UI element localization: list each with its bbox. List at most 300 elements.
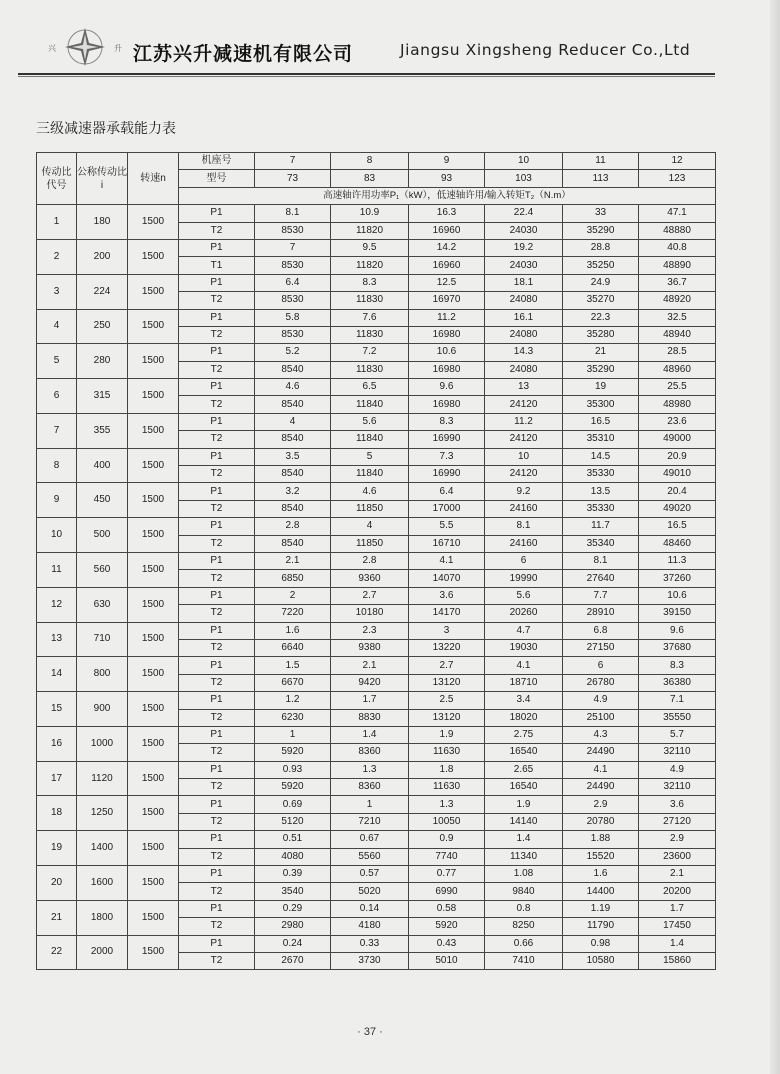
header-model-cell: 83 bbox=[331, 170, 409, 187]
value-cell: 11850 bbox=[331, 535, 409, 552]
speed-cell: 1500 bbox=[128, 622, 179, 657]
value-cell: 6640 bbox=[255, 639, 331, 656]
logo-char-left: 兴 bbox=[48, 44, 56, 53]
header-base-cell: 10 bbox=[485, 153, 563, 170]
value-cell: 14400 bbox=[563, 883, 639, 900]
value-cell: 24120 bbox=[485, 396, 563, 413]
param-label-cell: P1 bbox=[179, 239, 255, 256]
value-cell: 35290 bbox=[563, 361, 639, 378]
value-cell: 5.8 bbox=[255, 309, 331, 326]
table-row bbox=[37, 831, 716, 848]
value-cell: 16710 bbox=[409, 535, 485, 552]
value-cell: 5.7 bbox=[639, 726, 716, 743]
speed-cell: 1500 bbox=[128, 935, 179, 970]
value-cell: 8540 bbox=[255, 431, 331, 448]
value-cell: 2.7 bbox=[409, 657, 485, 674]
param-label-cell: T2 bbox=[179, 883, 255, 900]
param-label-cell: P1 bbox=[179, 483, 255, 500]
param-label-cell: T2 bbox=[179, 500, 255, 517]
value-cell: 49000 bbox=[639, 431, 716, 448]
param-label-cell: P1 bbox=[179, 761, 255, 778]
company-logo bbox=[40, 26, 130, 68]
value-cell: 15860 bbox=[639, 952, 716, 969]
value-cell: 0.33 bbox=[331, 935, 409, 952]
value-cell: 4.9 bbox=[639, 761, 716, 778]
value-cell: 10180 bbox=[331, 605, 409, 622]
value-cell: 3.2 bbox=[255, 483, 331, 500]
speed-cell: 1500 bbox=[128, 413, 179, 448]
value-cell: 19030 bbox=[485, 639, 563, 656]
value-cell: 16.5 bbox=[563, 413, 639, 430]
value-cell: 2.8 bbox=[255, 518, 331, 535]
speed-cell: 1500 bbox=[128, 239, 179, 274]
value-cell: 48980 bbox=[639, 396, 716, 413]
speed-cell: 1500 bbox=[128, 866, 179, 901]
value-cell: 49010 bbox=[639, 466, 716, 483]
value-cell: 7.6 bbox=[331, 309, 409, 326]
nominal-ratio-cell: 710 bbox=[77, 622, 128, 657]
table-row bbox=[37, 274, 716, 291]
value-cell: 6990 bbox=[409, 883, 485, 900]
table-row bbox=[37, 622, 716, 639]
value-cell: 28.5 bbox=[639, 344, 716, 361]
value-cell: 6.5 bbox=[331, 379, 409, 396]
speed-cell: 1500 bbox=[128, 552, 179, 587]
value-cell: 2.3 bbox=[331, 622, 409, 639]
ratio-code-cell: 7 bbox=[37, 413, 77, 448]
value-cell: 2.8 bbox=[331, 552, 409, 569]
value-cell: 9.5 bbox=[331, 239, 409, 256]
ratio-code-cell: 18 bbox=[37, 796, 77, 831]
param-label-cell: P1 bbox=[179, 274, 255, 291]
ratio-code-cell: 4 bbox=[37, 309, 77, 344]
param-label-cell: T2 bbox=[179, 570, 255, 587]
value-cell: 8530 bbox=[255, 292, 331, 309]
value-cell: 4180 bbox=[331, 918, 409, 935]
value-cell: 6230 bbox=[255, 709, 331, 726]
ratio-code-cell: 19 bbox=[37, 831, 77, 866]
value-cell: 5.2 bbox=[255, 344, 331, 361]
value-cell: 17000 bbox=[409, 500, 485, 517]
value-cell: 8540 bbox=[255, 500, 331, 517]
nominal-ratio-cell: 1000 bbox=[77, 726, 128, 761]
table-row bbox=[37, 935, 716, 952]
table-row bbox=[37, 900, 716, 917]
value-cell: 3540 bbox=[255, 883, 331, 900]
value-cell: 27640 bbox=[563, 570, 639, 587]
speed-cell: 1500 bbox=[128, 483, 179, 518]
value-cell: 33 bbox=[563, 205, 639, 222]
nominal-ratio-cell: 1600 bbox=[77, 866, 128, 901]
header-base-cell: 8 bbox=[331, 153, 409, 170]
table-row bbox=[37, 587, 716, 604]
value-cell: 8.3 bbox=[409, 413, 485, 430]
ratio-code-cell: 14 bbox=[37, 657, 77, 692]
value-cell: 9.6 bbox=[639, 622, 716, 639]
speed-cell: 1500 bbox=[128, 205, 179, 240]
value-cell: 48940 bbox=[639, 326, 716, 343]
value-cell: 0.77 bbox=[409, 866, 485, 883]
speed-cell: 1500 bbox=[128, 309, 179, 344]
value-cell: 7.7 bbox=[563, 587, 639, 604]
value-cell: 9.6 bbox=[409, 379, 485, 396]
header-ratio-code: 传动比代号 bbox=[37, 153, 77, 205]
value-cell: 27150 bbox=[563, 639, 639, 656]
param-label-cell: T2 bbox=[179, 535, 255, 552]
value-cell: 6 bbox=[563, 657, 639, 674]
value-cell: 20.4 bbox=[639, 483, 716, 500]
param-label-cell: T2 bbox=[179, 292, 255, 309]
value-cell: 36.7 bbox=[639, 274, 716, 291]
value-cell: 6.8 bbox=[563, 622, 639, 639]
param-label-cell: T2 bbox=[179, 396, 255, 413]
value-cell: 16980 bbox=[409, 361, 485, 378]
value-cell: 0.69 bbox=[255, 796, 331, 813]
value-cell: 24080 bbox=[485, 292, 563, 309]
param-label-cell: P1 bbox=[179, 900, 255, 917]
header-divider bbox=[18, 73, 715, 75]
header-row-base bbox=[37, 153, 716, 170]
value-cell: 2.5 bbox=[409, 692, 485, 709]
value-cell: 35330 bbox=[563, 466, 639, 483]
header-speed: 转速n bbox=[128, 153, 179, 205]
speed-cell: 1500 bbox=[128, 379, 179, 414]
value-cell: 8540 bbox=[255, 361, 331, 378]
value-cell: 11.7 bbox=[563, 518, 639, 535]
value-cell: 1.9 bbox=[409, 726, 485, 743]
value-cell: 16980 bbox=[409, 396, 485, 413]
ratio-code-cell: 6 bbox=[37, 379, 77, 414]
value-cell: 5.6 bbox=[485, 587, 563, 604]
company-name-chinese: 江苏兴升减速机有限公司 bbox=[133, 43, 354, 65]
nominal-ratio-cell: 900 bbox=[77, 692, 128, 727]
value-cell: 7410 bbox=[485, 952, 563, 969]
value-cell: 4.1 bbox=[485, 657, 563, 674]
value-cell: 0.29 bbox=[255, 900, 331, 917]
value-cell: 0.9 bbox=[409, 831, 485, 848]
value-cell: 1.08 bbox=[485, 866, 563, 883]
ratio-code-cell: 15 bbox=[37, 692, 77, 727]
value-cell: 0.8 bbox=[485, 900, 563, 917]
nominal-ratio-cell: 800 bbox=[77, 657, 128, 692]
value-cell: 6.4 bbox=[255, 274, 331, 291]
value-cell: 0.57 bbox=[331, 866, 409, 883]
value-cell: 11840 bbox=[331, 431, 409, 448]
param-label-cell: T2 bbox=[179, 813, 255, 830]
value-cell: 25100 bbox=[563, 709, 639, 726]
value-cell: 8250 bbox=[485, 918, 563, 935]
value-cell: 4.3 bbox=[563, 726, 639, 743]
value-cell: 32.5 bbox=[639, 309, 716, 326]
value-cell: 2.75 bbox=[485, 726, 563, 743]
value-cell: 1.19 bbox=[563, 900, 639, 917]
speed-cell: 1500 bbox=[128, 900, 179, 935]
value-cell: 6 bbox=[485, 552, 563, 569]
value-cell: 6670 bbox=[255, 674, 331, 691]
value-cell: 5010 bbox=[409, 952, 485, 969]
value-cell: 14.5 bbox=[563, 448, 639, 465]
ratio-code-cell: 9 bbox=[37, 483, 77, 518]
ratio-code-cell: 13 bbox=[37, 622, 77, 657]
value-cell: 8530 bbox=[255, 257, 331, 274]
param-label-cell: T2 bbox=[179, 361, 255, 378]
speed-cell: 1500 bbox=[128, 274, 179, 309]
nominal-ratio-cell: 450 bbox=[77, 483, 128, 518]
value-cell: 9840 bbox=[485, 883, 563, 900]
value-cell: 9420 bbox=[331, 674, 409, 691]
value-cell: 3 bbox=[409, 622, 485, 639]
company-name-english: Jiangsu Xingsheng Reducer Co.,Ltd bbox=[400, 41, 691, 59]
value-cell: 18.1 bbox=[485, 274, 563, 291]
value-cell: 9.2 bbox=[485, 483, 563, 500]
speed-cell: 1500 bbox=[128, 761, 179, 796]
value-cell: 2.1 bbox=[331, 657, 409, 674]
value-cell: 20260 bbox=[485, 605, 563, 622]
value-cell: 3730 bbox=[331, 952, 409, 969]
value-cell: 4.9 bbox=[563, 692, 639, 709]
header-base-cell: 11 bbox=[563, 153, 639, 170]
value-cell: 11830 bbox=[331, 292, 409, 309]
table-subtitle: 高速轴许用功率P₁（kW），低速轴许用/输入转矩T₂（N.m） bbox=[179, 187, 716, 204]
value-cell: 2670 bbox=[255, 952, 331, 969]
value-cell: 47.1 bbox=[639, 205, 716, 222]
param-label-cell: P1 bbox=[179, 866, 255, 883]
value-cell: 7740 bbox=[409, 848, 485, 865]
value-cell: 35280 bbox=[563, 326, 639, 343]
value-cell: 5920 bbox=[409, 918, 485, 935]
value-cell: 13.5 bbox=[563, 483, 639, 500]
table-row bbox=[37, 309, 716, 326]
value-cell: 19 bbox=[563, 379, 639, 396]
header-model-cell: 73 bbox=[255, 170, 331, 187]
value-cell: 40.8 bbox=[639, 239, 716, 256]
value-cell: 5.5 bbox=[409, 518, 485, 535]
param-label-cell: P1 bbox=[179, 205, 255, 222]
param-label-cell: P1 bbox=[179, 726, 255, 743]
table-row bbox=[37, 205, 716, 222]
table-row bbox=[37, 552, 716, 569]
value-cell: 1.8 bbox=[409, 761, 485, 778]
value-cell: 16540 bbox=[485, 779, 563, 796]
header-base-label: 机座号 bbox=[179, 153, 255, 170]
logo-char-right: 升 bbox=[114, 44, 122, 53]
speed-cell: 1500 bbox=[128, 587, 179, 622]
param-label-cell: P1 bbox=[179, 552, 255, 569]
table-row bbox=[37, 692, 716, 709]
value-cell: 8540 bbox=[255, 466, 331, 483]
nominal-ratio-cell: 250 bbox=[77, 309, 128, 344]
value-cell: 39150 bbox=[639, 605, 716, 622]
page-number: · 37 · bbox=[357, 1026, 383, 1038]
value-cell: 0.66 bbox=[485, 935, 563, 952]
header-model-cell: 113 bbox=[563, 170, 639, 187]
value-cell: 48890 bbox=[639, 257, 716, 274]
value-cell: 11790 bbox=[563, 918, 639, 935]
value-cell: 10580 bbox=[563, 952, 639, 969]
param-label-cell: P1 bbox=[179, 413, 255, 430]
value-cell: 8530 bbox=[255, 326, 331, 343]
table-row bbox=[37, 379, 716, 396]
speed-cell: 1500 bbox=[128, 448, 179, 483]
value-cell: 24.9 bbox=[563, 274, 639, 291]
page-header bbox=[18, 22, 718, 78]
value-cell: 10.9 bbox=[331, 205, 409, 222]
nominal-ratio-cell: 224 bbox=[77, 274, 128, 309]
value-cell: 8830 bbox=[331, 709, 409, 726]
value-cell: 11820 bbox=[331, 257, 409, 274]
value-cell: 27120 bbox=[639, 813, 716, 830]
param-label-cell: P1 bbox=[179, 448, 255, 465]
ratio-code-cell: 1 bbox=[37, 205, 77, 240]
param-label-cell: P1 bbox=[179, 692, 255, 709]
ratio-code-cell: 2 bbox=[37, 239, 77, 274]
nominal-ratio-cell: 2000 bbox=[77, 935, 128, 970]
value-cell: 48880 bbox=[639, 222, 716, 239]
value-cell: 8.1 bbox=[563, 552, 639, 569]
table-row bbox=[37, 796, 716, 813]
nominal-ratio-cell: 200 bbox=[77, 239, 128, 274]
value-cell: 24120 bbox=[485, 466, 563, 483]
value-cell: 0.51 bbox=[255, 831, 331, 848]
value-cell: 19990 bbox=[485, 570, 563, 587]
speed-cell: 1500 bbox=[128, 726, 179, 761]
value-cell: 32110 bbox=[639, 744, 716, 761]
value-cell: 32110 bbox=[639, 779, 716, 796]
header-base-cell: 7 bbox=[255, 153, 331, 170]
value-cell: 9380 bbox=[331, 639, 409, 656]
section-title: 三级减速器承载能力表 bbox=[36, 121, 176, 137]
value-cell: 23600 bbox=[639, 848, 716, 865]
value-cell: 28910 bbox=[563, 605, 639, 622]
value-cell: 49020 bbox=[639, 500, 716, 517]
ratio-code-cell: 17 bbox=[37, 761, 77, 796]
value-cell: 13120 bbox=[409, 674, 485, 691]
ratio-code-cell: 11 bbox=[37, 552, 77, 587]
value-cell: 35300 bbox=[563, 396, 639, 413]
value-cell: 13220 bbox=[409, 639, 485, 656]
value-cell: 0.67 bbox=[331, 831, 409, 848]
nominal-ratio-cell: 180 bbox=[77, 205, 128, 240]
value-cell: 8530 bbox=[255, 222, 331, 239]
value-cell: 24080 bbox=[485, 326, 563, 343]
table-row bbox=[37, 726, 716, 743]
value-cell: 24030 bbox=[485, 222, 563, 239]
value-cell: 11.3 bbox=[639, 552, 716, 569]
value-cell: 11830 bbox=[331, 326, 409, 343]
value-cell: 4 bbox=[255, 413, 331, 430]
param-label-cell: T2 bbox=[179, 222, 255, 239]
param-label-cell: T2 bbox=[179, 466, 255, 483]
value-cell: 35310 bbox=[563, 431, 639, 448]
value-cell: 4.7 bbox=[485, 622, 563, 639]
value-cell: 14170 bbox=[409, 605, 485, 622]
value-cell: 11630 bbox=[409, 744, 485, 761]
header-nominal-ratio: 公称传动比i bbox=[77, 153, 128, 205]
value-cell: 8.3 bbox=[639, 657, 716, 674]
value-cell: 3.6 bbox=[409, 587, 485, 604]
value-cell: 4 bbox=[331, 518, 409, 535]
value-cell: 11340 bbox=[485, 848, 563, 865]
value-cell: 11820 bbox=[331, 222, 409, 239]
table-row bbox=[37, 239, 716, 256]
speed-cell: 1500 bbox=[128, 518, 179, 553]
value-cell: 7.2 bbox=[331, 344, 409, 361]
value-cell: 1 bbox=[255, 726, 331, 743]
value-cell: 7.3 bbox=[409, 448, 485, 465]
header-base-cell: 12 bbox=[639, 153, 716, 170]
nominal-ratio-cell: 560 bbox=[77, 552, 128, 587]
load-capacity-table bbox=[36, 152, 716, 970]
value-cell: 1.5 bbox=[255, 657, 331, 674]
param-label-cell: T2 bbox=[179, 848, 255, 865]
header-model-label: 型号 bbox=[179, 170, 255, 187]
value-cell: 24120 bbox=[485, 431, 563, 448]
value-cell: 37680 bbox=[639, 639, 716, 656]
value-cell: 35270 bbox=[563, 292, 639, 309]
table-row bbox=[37, 866, 716, 883]
value-cell: 8.3 bbox=[331, 274, 409, 291]
speed-cell: 1500 bbox=[128, 831, 179, 866]
param-label-cell: T2 bbox=[179, 639, 255, 656]
value-cell: 16960 bbox=[409, 257, 485, 274]
value-cell: 37260 bbox=[639, 570, 716, 587]
value-cell: 11.2 bbox=[485, 413, 563, 430]
value-cell: 7210 bbox=[331, 813, 409, 830]
value-cell: 3.4 bbox=[485, 692, 563, 709]
table-row bbox=[37, 344, 716, 361]
nominal-ratio-cell: 315 bbox=[77, 379, 128, 414]
value-cell: 0.43 bbox=[409, 935, 485, 952]
table-row bbox=[37, 761, 716, 778]
param-label-cell: T2 bbox=[179, 952, 255, 969]
header-model-cell: 123 bbox=[639, 170, 716, 187]
param-label-cell: P1 bbox=[179, 309, 255, 326]
param-label-cell: T2 bbox=[179, 674, 255, 691]
value-cell: 5.6 bbox=[331, 413, 409, 430]
value-cell: 24490 bbox=[563, 744, 639, 761]
table-row bbox=[37, 448, 716, 465]
value-cell: 2980 bbox=[255, 918, 331, 935]
value-cell: 18020 bbox=[485, 709, 563, 726]
nominal-ratio-cell: 400 bbox=[77, 448, 128, 483]
nominal-ratio-cell: 1250 bbox=[77, 796, 128, 831]
value-cell: 1.4 bbox=[639, 935, 716, 952]
value-cell: 5 bbox=[331, 448, 409, 465]
value-cell: 7220 bbox=[255, 605, 331, 622]
ratio-code-cell: 21 bbox=[37, 900, 77, 935]
value-cell: 24080 bbox=[485, 361, 563, 378]
value-cell: 15520 bbox=[563, 848, 639, 865]
value-cell: 48920 bbox=[639, 292, 716, 309]
value-cell: 9360 bbox=[331, 570, 409, 587]
value-cell: 8360 bbox=[331, 779, 409, 796]
value-cell: 3.5 bbox=[255, 448, 331, 465]
value-cell: 4.6 bbox=[255, 379, 331, 396]
ratio-code-cell: 12 bbox=[37, 587, 77, 622]
ratio-code-cell: 22 bbox=[37, 935, 77, 970]
value-cell: 7 bbox=[255, 239, 331, 256]
value-cell: 11.2 bbox=[409, 309, 485, 326]
value-cell: 2.9 bbox=[639, 831, 716, 848]
param-label-cell: T2 bbox=[179, 779, 255, 796]
param-label-cell: P1 bbox=[179, 379, 255, 396]
value-cell: 10 bbox=[485, 448, 563, 465]
value-cell: 35290 bbox=[563, 222, 639, 239]
value-cell: 20.9 bbox=[639, 448, 716, 465]
table-row bbox=[37, 483, 716, 500]
value-cell: 16990 bbox=[409, 466, 485, 483]
ratio-code-cell: 16 bbox=[37, 726, 77, 761]
